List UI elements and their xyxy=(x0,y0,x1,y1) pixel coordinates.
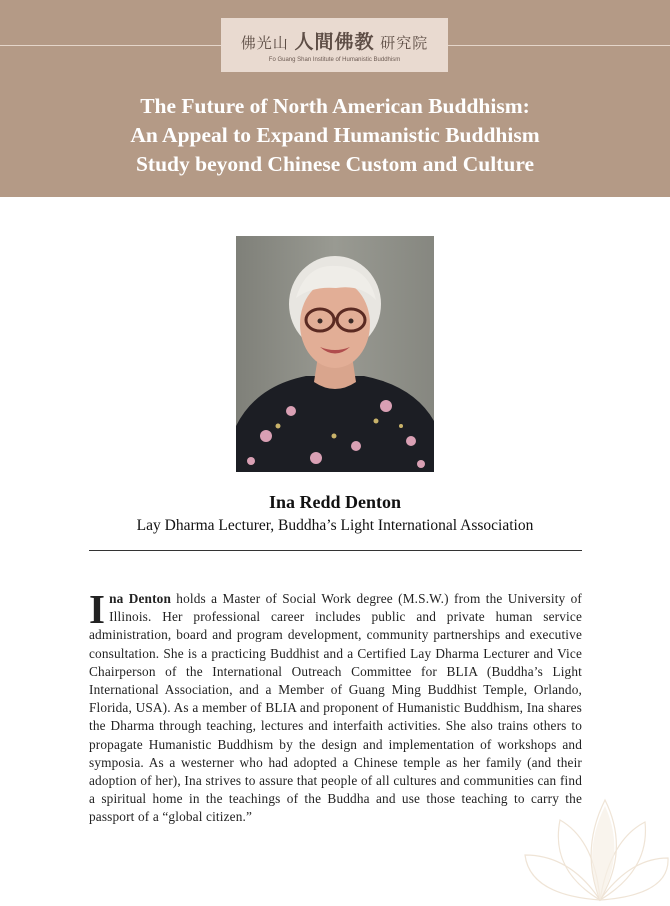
logo-chinese-left: 佛光山 xyxy=(240,34,289,52)
title-line-3: Study beyond Chinese Custom and Culture xyxy=(135,152,535,176)
lotus-watermark-icon xyxy=(520,760,670,906)
bio-lead-name: na Denton xyxy=(109,591,172,606)
section-divider xyxy=(89,550,582,551)
institute-logo xyxy=(221,18,448,72)
author-photo xyxy=(236,236,434,472)
header-band xyxy=(0,0,670,197)
author-portrait-image xyxy=(236,236,434,472)
title-line-1: The Future of North American Buddhism: xyxy=(140,94,530,118)
bio-body-text: holds a Master of Social Work degree (M.S.W.) from the University of Illinois. Her professional career includes public and private human service administration, board and program development, community partnerships and executive consultation. She is a practicing Buddhist and a Certified Lay Dharma Lecturer and Vice Chairperson of the International Outreach Committee for BLIA (Buddha’s Light International Association, and a Member of Guang Ming Buddhist Temple, Orlando, Florida, USA). As a member of BLIA and proponent of Humanistic Buddhism, Ina shares the Dharma through teaching, lectures and interfaith activities. She also trains others to propagate Humanistic Buddhism by the design and implementation of workshops and symposia. As a westerner who had adopted a Chinese temple as her family (and their adoption of her), Ina strives to assure that people of all cultures and communities can find a spiritual home in the teachings of the Buddha and use those teaching to carry the passport of a “global citizen.” xyxy=(89,591,582,825)
logo-chinese xyxy=(241,27,429,54)
author-affiliation: Lay Dharma Lecturer, Buddha’s Light International Association xyxy=(136,517,534,534)
author-biography xyxy=(89,586,582,827)
author-name: Ina Redd Denton xyxy=(268,492,402,512)
title-line-2: An Appeal to Expand Humanistic Buddhism xyxy=(130,123,540,147)
logo-chinese-right: 研究院 xyxy=(380,34,429,52)
drop-cap: I xyxy=(89,586,106,632)
logo-english: Fo Guang Shan Institute of Humanistic Buddhism xyxy=(268,57,401,63)
logo-chinese-center: 人間佛教 xyxy=(294,31,375,53)
paper-title xyxy=(20,92,650,179)
